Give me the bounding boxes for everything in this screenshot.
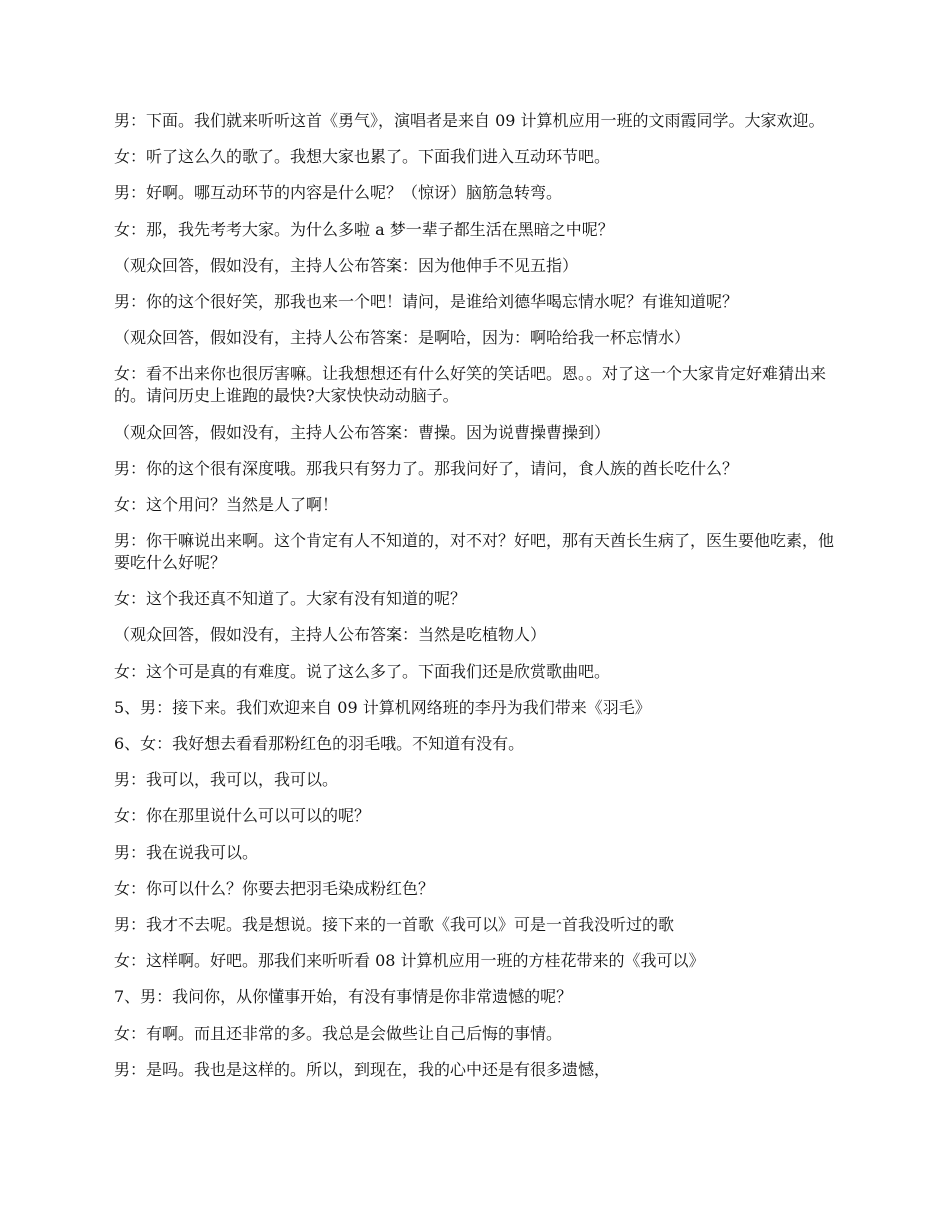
paragraph-back-to-songs: 女：这个可是真的有难度。说了这么多了。下面我们还是欣赏歌曲吧。	[114, 661, 611, 681]
paragraph-what-can: 女：你在那里说什么可以可以的呢？	[114, 806, 371, 826]
paragraph-question-vegetarian: 男：你干嘛说出来啊。这个肯定有人不知道的，对不对？好吧，那有天酋长生病了，医生要他吃素，他要吃什么好呢？	[114, 531, 835, 573]
paragraph-reply-unknown: 女：这个我还真不知道了。大家有没有知道的呢？	[114, 589, 467, 609]
paragraph-answer-forget-water: （观众回答，假如没有，主持人公布答案：是啊哈，因为：啊哈给我一杯忘情水）	[114, 328, 691, 348]
paragraph-intro-song-i-can: 女：这样啊。好吧。那我们来听听看 08 计算机应用一班的方桂花带来的《我可以》	[114, 951, 705, 971]
paragraph-brain-teaser: 男：好啊。哪互动环节的内容是什么呢？（惊讶）脑筋急转弯。	[114, 183, 563, 203]
paragraph-intro-song-feather: 5、男：接下来。我们欢迎来自 09 计算机网络班的李丹为我们带来《羽毛》	[114, 697, 651, 717]
paragraph-answer-cao-cao: （观众回答，假如没有，主持人公布答案：曹操。因为说曹操曹操到）	[114, 422, 611, 442]
paragraph-next-song-i-can: 男：我才不去呢。我是想说。接下来的一首歌《我可以》可是一首我没听过的歌	[114, 914, 675, 934]
paragraph-answer-doraemon: （观众回答，假如没有，主持人公布答案：因为他伸手不见五指）	[114, 255, 579, 275]
document-body	[114, 110, 842, 1095]
paragraph-interactive-segment: 女：听了这么久的歌了。我想大家也累了。下面我们进入互动环节吧。	[114, 147, 611, 167]
paragraph-question-fastest-runner: 女：看不出来你也很厉害嘛。让我想想还有什么好笑的笑话吧。恩。。对了这一个大家肯定好难猜出来的。请问历史上谁跑的最快?大家快快动动脑子。	[114, 364, 827, 406]
paragraph-question-chief-eats: 男：你的这个很有深度哦。那我只有努力了。那我问好了，请问，食人族的酋长吃什么？	[114, 458, 739, 478]
paragraph-question-doraemon: 女：那，我先考考大家。为什么多啦 a 梦一辈子都生活在黑暗之中呢？	[114, 219, 614, 239]
paragraph-reply-regret: 女：有啊。而且还非常的多。我总是会做些让自己后悔的事情。	[114, 1023, 563, 1043]
paragraph-many-regrets: 男：是吗。我也是这样的。所以，到现在，我的心中还是有很多遗憾，	[114, 1059, 611, 1079]
paragraph-answer-vegetable-person: （观众回答，假如没有，主持人公布答案：当然是吃植物人）	[114, 625, 547, 645]
paragraph-dye-feather: 女：你可以什么？你要去把羽毛染成粉红色？	[114, 878, 435, 898]
paragraph-question-regret: 7、男：我问你，从你懂事开始，有没有事情是你非常遗憾的呢？	[114, 987, 573, 1007]
paragraph-intro-song-courage: 男：下面。我们就来听听这首《勇气》，演唱者是来自 09 计算机应用一班的文雨霞同学。大家欢迎。	[114, 111, 825, 130]
paragraph-reply-people: 女：这个用问？当然是人了啊！	[114, 494, 339, 514]
paragraph-pink-feather: 6、女：我好想去看看那粉红色的羽毛哦。不知道有没有。	[114, 734, 525, 753]
paragraph-question-forget-water: 男：你的这个很好笑，那我也来一个吧！请问，是谁给刘德华喝忘情水呢？有谁知道呢？	[114, 291, 739, 311]
paragraph-i-can: 男：我可以，我可以，我可以。	[114, 770, 339, 790]
paragraph-saying-i-can: 男：我在说我可以。	[114, 842, 259, 862]
